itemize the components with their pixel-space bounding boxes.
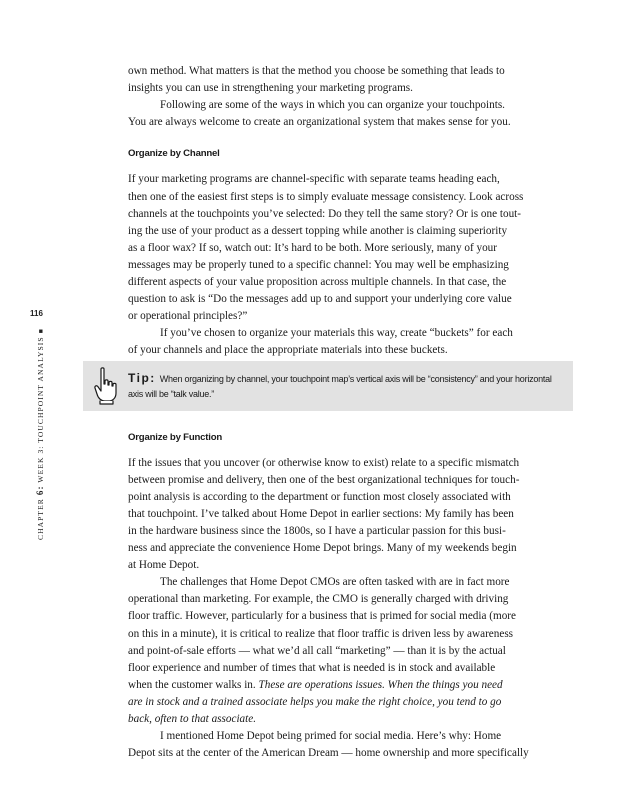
tip-line-2: axis will be “talk value.” — [128, 389, 215, 399]
tip-box — [83, 361, 573, 411]
text-line-italic: are in stock and a trained associate helps you make the right choice, you tend to go — [128, 695, 502, 708]
running-head-square: ■ — [37, 328, 45, 334]
text-line: at Home Depot. — [128, 559, 200, 572]
text-line: channels at the touchpoints you’ve selected: Do they tell the same story? Or is one tout- — [128, 207, 522, 220]
text-line: own method. What matters is that the method you choose be something that leads to — [128, 65, 505, 77]
intro-paragraph-2 — [128, 97, 563, 131]
text-line: and point-of-sale efforts — what we’d all call “marketing” — than it is by the actual — [128, 644, 506, 657]
text-line: Following are some of the ways in which you can organize your touchpoints. — [160, 99, 505, 112]
text-line: messages may be properly tuned to a specific channel: You may well be emphasizing — [128, 258, 509, 271]
function-paragraph-3 — [128, 728, 563, 762]
text-line: or operational principles?” — [128, 310, 248, 323]
text-line: ness and appreciate the convenience Home Depot brings. Many of my weekends begin — [128, 542, 517, 555]
text-line: floor experience and number of times that what is needed is in stock and available — [128, 661, 496, 674]
text-line: in the hardware business since the 1800s, so I have a particular passion for this busi- — [128, 524, 506, 537]
section-heading-channel: Organize by Channel — [128, 148, 220, 160]
text-line: ing the use of your product as a dessert topping while another is claiming superiority — [128, 224, 508, 237]
text-line: that touchpoint. I’ve talked about Home Depot in earlier sections: My family has been — [128, 507, 514, 520]
text-line: between promise and delivery, then one of the best organizational techniques for touch- — [128, 473, 520, 486]
tip-line-1: When organizing by channel, your touchpoint map’s vertical axis will be “consistency” and your horizontal — [159, 374, 552, 384]
text-line: If you’ve chosen to organize your materials this way, create “buckets” for each — [160, 327, 513, 340]
text-line: operational than marketing. For example, the CMO is generally charged with driving — [128, 593, 509, 606]
intro-paragraph — [128, 63, 563, 97]
channel-paragraph-1 — [128, 171, 563, 325]
text-line-italic: back, often to that associate. — [128, 713, 257, 725]
pointing-hand-icon — [93, 367, 119, 405]
tip-label: Tip: — [128, 371, 156, 385]
text-line: Depot sits at the center of the American Dream — home ownership and more specifically — [128, 747, 529, 760]
running-head-chapter-word: CHAPTER — [36, 498, 45, 540]
running-head-chapter-number: 6: — [35, 485, 45, 496]
text-line: of your channels and place the appropriate materials into these buckets. — [128, 344, 448, 357]
text-line: different aspects of your value proposition across multiple channels. In that case, the — [128, 276, 507, 289]
function-paragraph-1 — [128, 455, 563, 575]
running-head — [35, 328, 45, 540]
text-line: floor traffic. However, particularly for a business that is primed for social media (more — [128, 610, 516, 623]
running-head-title: WEEK 3: TOUCHPOINT ANALYSIS — [36, 336, 45, 483]
text-line: The challenges that Home Depot CMOs are often tasked with are in fact more — [160, 576, 510, 589]
text-line: I mentioned Home Depot being primed for social media. Here’s why: Home — [160, 730, 502, 743]
channel-paragraph-2 — [128, 325, 563, 359]
text-italic: These are operations issues. When the things you need — [258, 678, 503, 691]
text-line: question to ask is “Do the messages add up to and support your underlying core value — [128, 293, 512, 306]
text-line: If your marketing programs are channel-specific with separate teams heading each, — [128, 173, 500, 186]
tip-text — [128, 371, 558, 402]
text-line-mixed — [128, 677, 563, 694]
text-line: If the issues that you uncover (or otherwise know to exist) relate to a specific mismatch — [128, 456, 520, 469]
text-line: point analysis is according to the department or function most closely associated with — [128, 490, 511, 503]
body-text — [128, 63, 563, 762]
text-roman: when the customer walks in. — [128, 678, 259, 691]
function-paragraph-2 — [128, 574, 563, 728]
section-heading-function: Organize by Function — [128, 431, 223, 443]
text-line: then one of the easiest first steps is to simply evaluate message consistency. Look across — [128, 190, 524, 203]
page-number: 116 — [30, 309, 43, 318]
text-line: insights you can use in strengthening your marketing programs. — [128, 82, 413, 95]
text-line: as a floor wax? If so, watch out: It’s hard to be both. More seriously, many of your — [128, 241, 497, 254]
text-line: You are always welcome to create an organizational system that makes sense for you. — [128, 116, 511, 129]
text-line: on this in a minute), it is critical to realize that floor traffic is driven less by awareness — [128, 627, 514, 640]
